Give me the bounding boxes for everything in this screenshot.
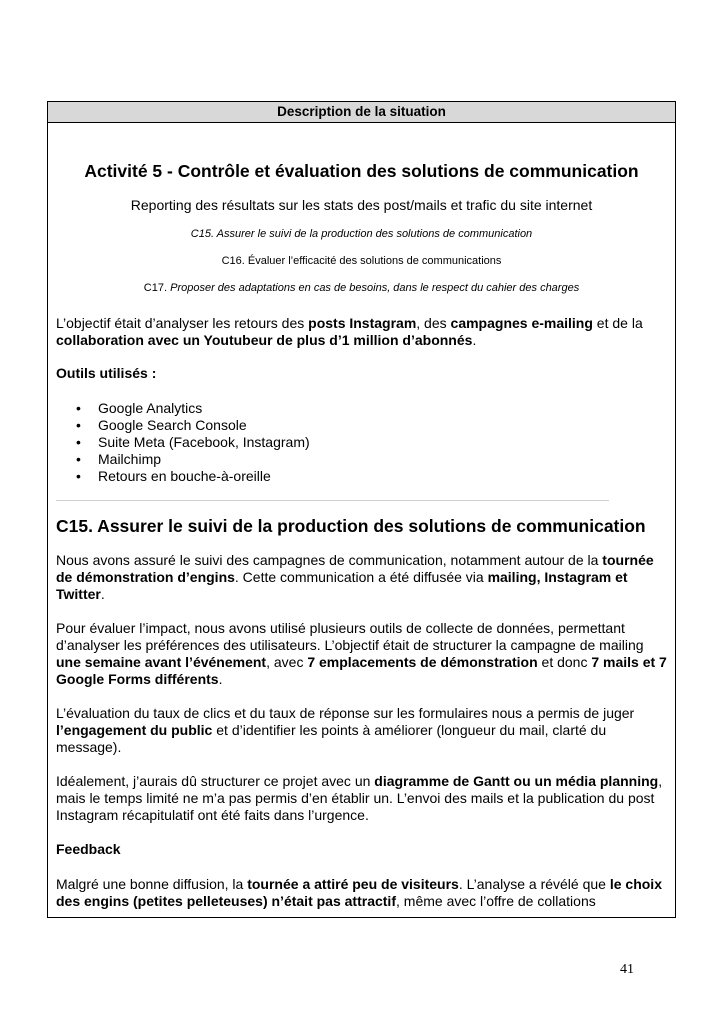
tool-item: • Suite Meta (Facebook, Instagram) xyxy=(98,434,667,451)
tool-item: • Google Analytics xyxy=(98,400,667,417)
c17-text: Proposer des adaptations en cas de besoins, dans le respect du cahier des charges xyxy=(170,282,580,294)
tools-title: Outils utilisés : xyxy=(56,365,157,381)
competency-c15: C15. Assurer le suivi de la production des solutions de communication xyxy=(190,228,533,240)
activity-subtitle: Reporting des résultats sur les stats des post/mails et trafic du site internet xyxy=(130,197,593,213)
tools-list xyxy=(56,400,667,485)
tool-item: • Mailchimp xyxy=(98,451,667,468)
objective-paragraph: L’objectif était d’analyser les retours des posts Instagram, des campagnes e-mailing et de la collaboration avec un Youtubeur de plus d’1 million d’abonnés. xyxy=(56,315,643,348)
c17-code: C17. xyxy=(143,282,168,294)
paragraph-planning: Idéalement, j’aurais dû structurer ce projet avec un diagramme de Gantt ou un média planning, mais le temps limité ne m’a pas permis d’en établir un. L’envoi des mails et la publication du post Instagram récapitulatif ont été faits dans l’urgence. xyxy=(56,773,663,823)
frame-content xyxy=(48,160,675,910)
competency-c17 xyxy=(56,281,667,295)
tool-item: • Retours en bouche-à-oreille xyxy=(98,468,667,485)
feedback-title: Feedback xyxy=(56,841,121,857)
competency-c16: C16. Évaluer l’efficacité des solutions de communications xyxy=(221,255,502,267)
paragraph-impact: Pour évaluer l’impact, nous avons utilisé plusieurs outils de collecte de données, permettant d’analyser les préférences des utilisateurs. L’objectif était de structurer la campagne de mailing une semaine avant l’événement, avec 7 emplacements de démonstration et donc 7 mails et 7 Google Forms différents. xyxy=(56,620,667,687)
table-header: Description de la situation xyxy=(48,102,675,123)
section-title: C15. Assurer le suivi de la production des solutions de communication xyxy=(56,516,646,536)
page-number: 41 xyxy=(620,962,634,977)
activity-title: Activité 5 - Contrôle et évaluation des solutions de communication xyxy=(84,161,639,181)
paragraph-tour: Nous avons assuré le suivi des campagnes de communication, notamment autour de la tournée de démonstration d’engins. Cette communication a été diffusée via mailing, Instagram et Twitter. xyxy=(56,552,654,602)
divider xyxy=(56,500,609,501)
paragraph-evaluation: L’évaluation du taux de clics et du taux de réponse sur les formulaires nous a permis de juger l’engagement du public et d’identifier les points à améliorer (longueur du mail, clarté du message). xyxy=(56,705,635,755)
paragraph-feedback: Malgré une bonne diffusion, la tournée a attiré peu de visiteurs. L’analyse a révélé que le choix des engins (petites pelleteuses) n’était pas attractif, même avec l’offre de collations xyxy=(56,876,662,909)
tool-item: • Google Search Console xyxy=(98,417,667,434)
situation-frame xyxy=(47,101,676,918)
